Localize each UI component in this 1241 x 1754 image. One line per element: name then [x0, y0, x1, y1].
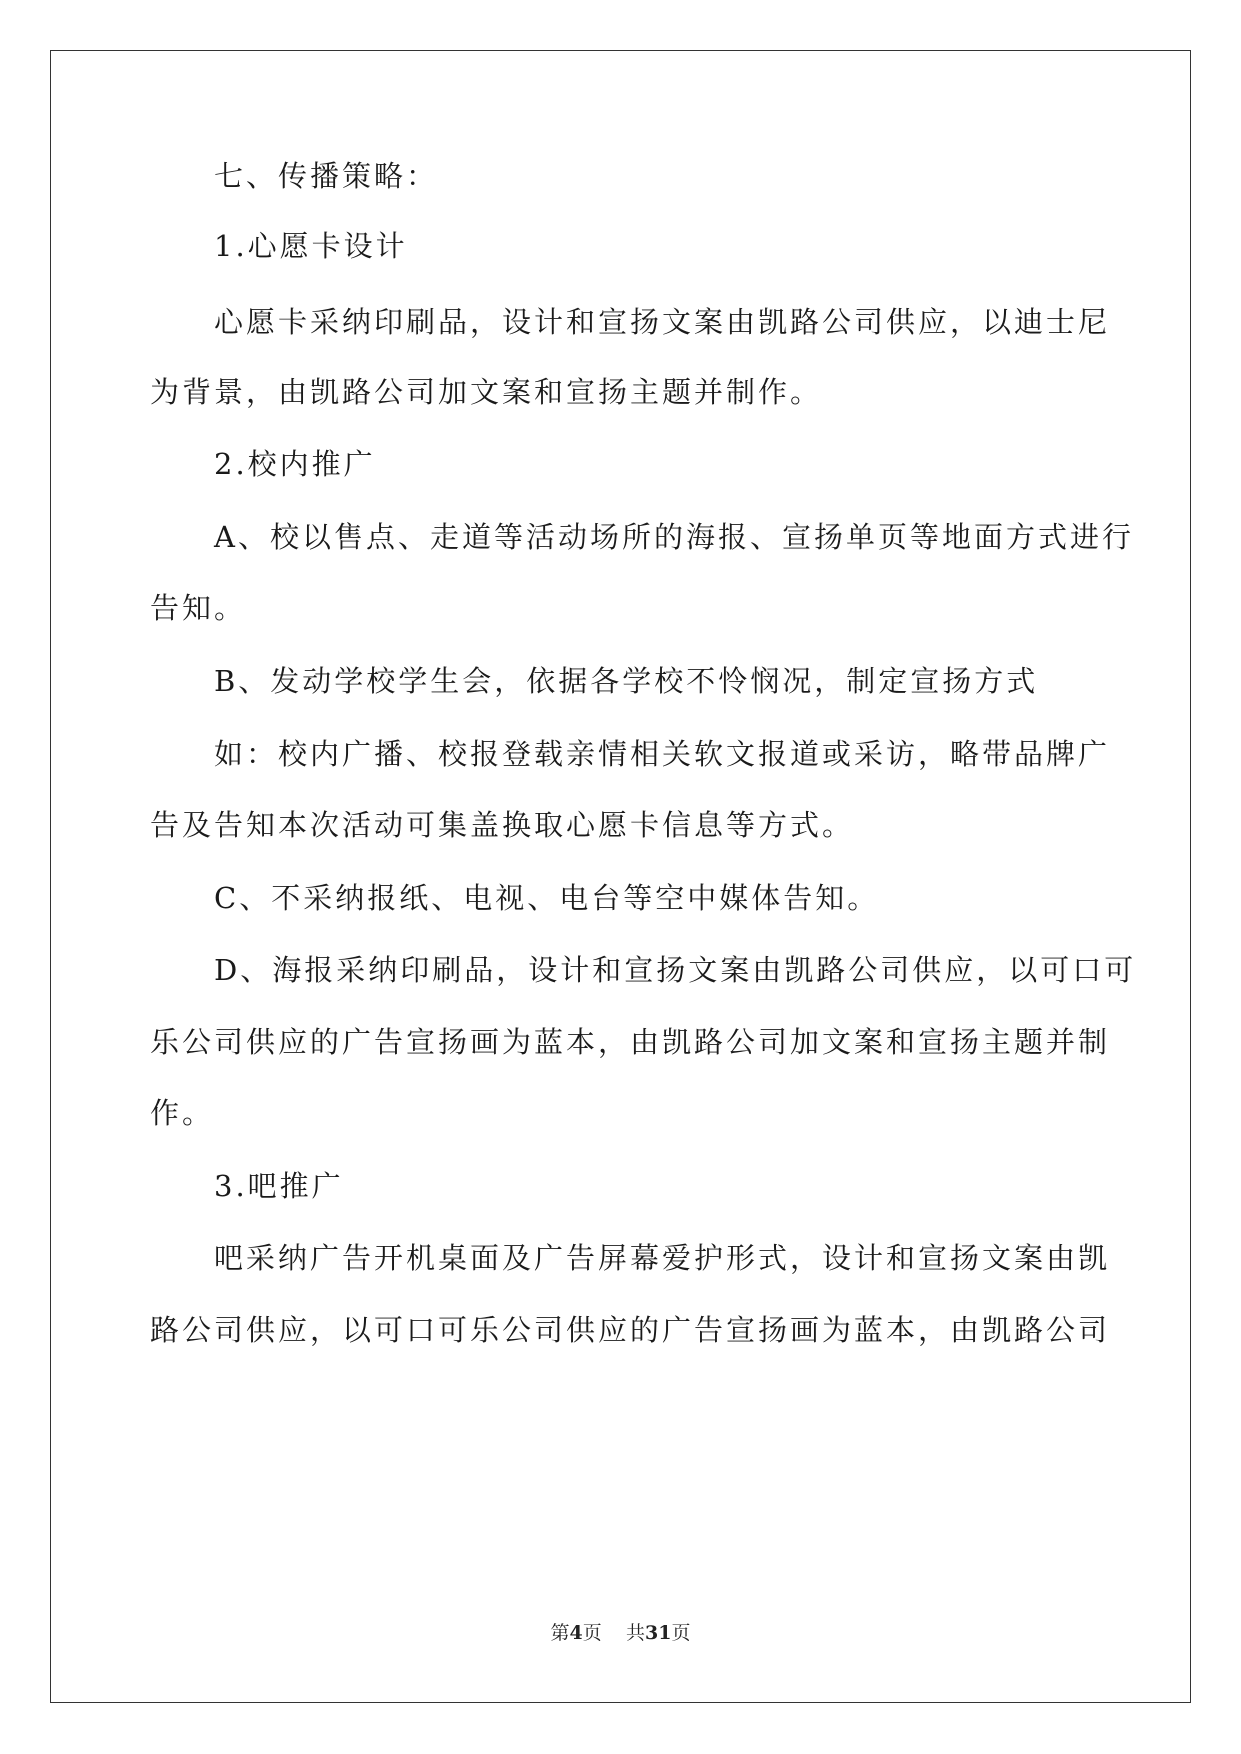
- footer-prefix: 第: [550, 1622, 570, 1644]
- total-page-count: 31: [644, 1622, 672, 1644]
- footer-total-prefix: 共: [625, 1622, 645, 1644]
- paragraph-line: 路公司供应，以可口可乐公司供应的广告宣扬画为蓝本，由凯路公司: [150, 1313, 1111, 1347]
- page-footer: [0, 1619, 1241, 1647]
- paragraph-line: A、校以售点、走道等活动场所的海报、宣扬单页等地面方式进行: [214, 520, 1134, 554]
- heading-section-7: 七、传播策略：: [214, 159, 439, 193]
- subheading-campus-promo: 2.校内推广: [214, 447, 376, 481]
- footer-total-suffix: 页: [671, 1622, 691, 1644]
- paragraph-line: 如：校内广播、校报登载亲情相关软文报道或采访，略带品牌广: [214, 737, 1111, 771]
- paragraph-line: 吧采纳广告开机桌面及广告屏幕爱护形式，设计和宣扬文案由凯: [214, 1241, 1111, 1275]
- paragraph-line: 作。: [150, 1096, 215, 1130]
- paragraph-line: C、不采纳报纸、电视、电台等空中媒体告知。: [214, 881, 880, 915]
- footer-page-suffix: 页: [582, 1622, 602, 1644]
- paragraph-line: 心愿卡采纳印刷品，设计和宣扬文案由凯路公司供应，以迪士尼: [214, 305, 1111, 339]
- page-border: [50, 50, 1191, 1703]
- paragraph-line: 告知。: [150, 591, 247, 625]
- paragraph-line: D、海报采纳印刷品，设计和宣扬文案由凯路公司供应，以可口可: [214, 953, 1137, 987]
- paragraph-line: 为背景，由凯路公司加文案和宣扬主题并制作。: [150, 375, 823, 409]
- subheading-bar-promo: 3.吧推广: [214, 1169, 344, 1203]
- paragraph-line: 告及告知本次活动可集盖换取心愿卡信息等方式。: [150, 808, 855, 842]
- current-page-number: 4: [569, 1622, 583, 1644]
- paragraph-line: B、发动学校学生会，依据各学校不怜悯况，制定宣扬方式: [214, 664, 1039, 698]
- paragraph-line: 乐公司供应的广告宣扬画为蓝本，由凯路公司加文案和宣扬主题并制: [150, 1025, 1111, 1059]
- subheading-wish-card: 1.心愿卡设计: [214, 229, 408, 263]
